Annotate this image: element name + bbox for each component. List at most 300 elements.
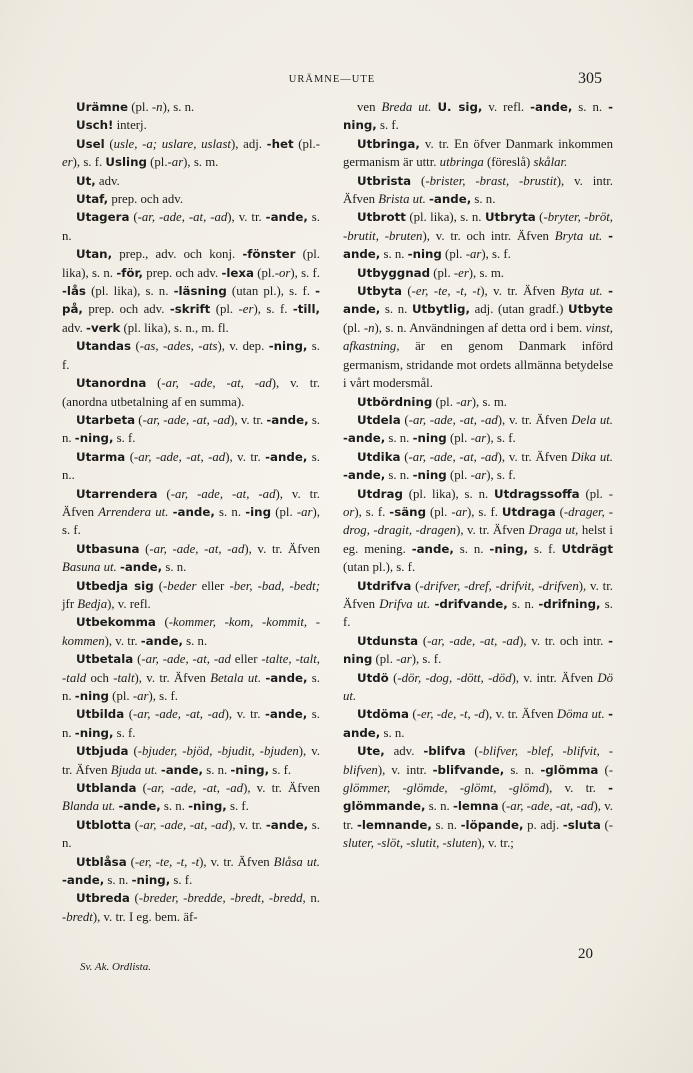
headword: Utbringa, [357, 136, 420, 151]
entry-text: ( [146, 376, 162, 391]
dictionary-entry [62, 172, 320, 190]
headword: -ning, [74, 725, 114, 740]
entry-text: s. n. [203, 762, 231, 777]
headword: Usch! [76, 118, 114, 133]
dictionary-entry [343, 172, 613, 209]
inflection-text: -n [363, 320, 375, 335]
entry-text: ), s. f. [62, 504, 320, 538]
entry-text: ( [465, 744, 479, 759]
dictionary-entry [62, 705, 320, 742]
entry-text: interj. [113, 118, 147, 133]
inflection-text: Döma ut. [556, 707, 605, 722]
entry-text: ), s. f. [486, 468, 516, 483]
inflection-text: -er [238, 302, 254, 317]
entry-text: ( [418, 633, 428, 648]
entry-text: (pl. [271, 504, 297, 519]
inflection-text: Drifva ut. [379, 596, 431, 611]
entry-text: ), v. tr. Äfven [497, 412, 572, 427]
headword: Utbilda [76, 707, 125, 722]
headword: -ande, [172, 504, 215, 519]
dictionary-entry [62, 411, 320, 448]
entry-text: s. n. [160, 799, 189, 814]
headword: -lemna [452, 799, 499, 814]
entry-text: ), v. tr. Äfven [456, 523, 529, 538]
entry-text: (pl. lika), s. n. [405, 210, 485, 225]
headword: Utblanda [76, 781, 137, 796]
entry-text: (pl. [441, 247, 466, 262]
inflection-text: -ar [396, 652, 412, 667]
entry-text: ), v. tr. [225, 449, 266, 464]
headword: -fönster [242, 247, 296, 262]
entry-text: ), s. m. [468, 265, 504, 280]
inflection-text: Breda ut. [381, 100, 432, 114]
headword: -ande, [118, 799, 161, 814]
entry-text: adj. (utan gradf.) [469, 302, 569, 317]
headword: Utdunsta [357, 633, 419, 648]
dictionary-entry [62, 208, 320, 245]
entry-text: ), s. f. [481, 247, 511, 262]
entry-text: ( [598, 762, 609, 777]
inflection-text: -as, -ades, -ats [139, 339, 218, 354]
entry-text: ), s. f. [411, 652, 442, 667]
right-column [343, 98, 613, 853]
dictionary-entry [62, 116, 320, 134]
headword: Utblåsa [76, 854, 127, 869]
inflection-text: -ar, -ade, -at, -ad [133, 707, 225, 722]
inflection-text: -er, -te, -t, -t [411, 284, 481, 299]
entry-text: ( [411, 578, 420, 593]
inflection-text: -bjuder, -bjöd, -bjudit, -bjuden [137, 744, 299, 759]
entry-text: n. [305, 891, 320, 906]
entry-text: ( [409, 707, 417, 722]
running-head: URÄMNE—UTE [288, 74, 376, 85]
inflection-text: -ar [470, 431, 487, 446]
entry-text: ), v. tr. Äfven [199, 854, 274, 869]
entry-text: ), v. tr. och intr. [519, 633, 609, 648]
dictionary-entry [343, 705, 613, 742]
headword: Utbjuda [76, 744, 129, 759]
headword: -ande, [265, 670, 308, 685]
entry-text: ( [131, 339, 140, 354]
entry-text: ( [498, 799, 507, 814]
inflection-text: -talt [113, 670, 135, 685]
headword: -till, [292, 302, 320, 317]
dictionary-entry [343, 742, 613, 852]
entry-text: ( [133, 652, 142, 667]
headword: Utarma [76, 449, 126, 464]
headword: -ande, [266, 412, 309, 427]
inflection-text: Arrendera ut. [98, 504, 169, 519]
inflection-text: Dika ut. [571, 449, 613, 464]
inflection-text: Brista ut. [378, 192, 426, 207]
headword: Utbedja sig [76, 578, 154, 593]
inflection-text: -er [453, 265, 469, 280]
headword: Usel [76, 136, 105, 151]
entry-text: ), s. n. Användningen af detta ord i bem. [374, 320, 586, 335]
entry-text: ), v. tr. Äfven [497, 449, 572, 464]
inflection-text: -ber, -bad, -bedt; [229, 578, 320, 593]
entry-text: helst i eg. mening. [343, 523, 613, 556]
entry-text: ), adj. [231, 136, 267, 151]
inflection-text: -drifver, -dref, -drifvit, -drifven [419, 578, 579, 593]
headword: -ning [343, 633, 613, 667]
entry-text: ), s. f. [148, 689, 178, 703]
headword: -ning, [74, 431, 114, 446]
inflection-text: -breder, -bredde, -bredt, -bredd, [138, 891, 306, 906]
headword: -ande, [343, 468, 386, 483]
headword: Utbetala [76, 652, 134, 667]
entry-text: s. f. [62, 339, 320, 372]
entry-text: s. n. [431, 817, 461, 832]
entry-text: ), s. f. [72, 155, 106, 170]
entry-text: ven [357, 100, 382, 114]
left-column [62, 98, 320, 926]
entry-text: (utan pl.), s. f. [226, 284, 316, 299]
entry-text: ( [128, 744, 138, 759]
entry-text: adv. [62, 320, 87, 335]
headword: -lås [62, 284, 86, 299]
dictionary-entry [62, 245, 320, 337]
dictionary-entry [343, 208, 613, 263]
entry-text: adv. [95, 173, 120, 188]
page-header [62, 72, 602, 92]
entry-text: ), v. tr. (anordna utbetalning af en summa). [62, 376, 320, 409]
headword: -ning, [188, 799, 227, 814]
headword: Utbördning [357, 394, 433, 409]
headword: Utagera [76, 210, 130, 225]
headword: Utbryta [484, 210, 536, 225]
headword: -lexa [221, 265, 254, 280]
entry-text: (pl. [210, 302, 239, 317]
entry-text: ), v. intr. Äfven [343, 173, 614, 207]
entry-text: ), v. tr. [228, 817, 266, 832]
entry-text: ), v. tr. och intr. Äfven [422, 228, 555, 243]
dictionary-entry [62, 485, 320, 540]
headword: Utdrag [357, 486, 403, 501]
headword: -säng [389, 504, 427, 519]
entry-text: (pl. [426, 504, 452, 519]
dictionary-entry [343, 577, 613, 632]
headword: Urämne [76, 100, 129, 114]
entry-text: ), v. tr. [104, 633, 141, 648]
entry-text: ), s. f. [290, 265, 321, 280]
entry-text: s. n. [385, 431, 413, 446]
entry-text: (utan pl.), s. f. [343, 560, 416, 575]
entry-text: (pl. [128, 100, 152, 114]
inflection-text: -glömmer, -glömde, -glömt, -glömd [343, 762, 613, 796]
entry-text: ), v. refl. [107, 596, 151, 611]
inflection-text: -ar [465, 247, 482, 262]
entry-text: ), v. tr. Äfven [243, 781, 320, 796]
dictionary-entry [343, 669, 613, 706]
inflection-text: -beder [163, 578, 197, 593]
entry-text: ), v. tr. Äfven [480, 284, 561, 299]
entry-text: ( [411, 173, 426, 188]
entry-text: är en genom Danmark införd germanism, stridande mot ordets allmänna betydelse i vårt modersmål. [343, 339, 613, 391]
entry-text: s. n. [453, 541, 490, 556]
headword: Utbyte [568, 302, 614, 317]
headword: Utdrägt [561, 541, 614, 556]
headword: -ning [74, 689, 109, 703]
entry-text: ), v. intr. Äfven [511, 670, 598, 685]
inflection-text: -ar, -ade, -at, -ad [408, 412, 498, 427]
inflection-text: vinst, afkastning, [343, 320, 613, 354]
headword: Ute, [357, 744, 385, 759]
entry-text: s. n. [62, 707, 320, 740]
headword: -ande, [265, 707, 308, 722]
headword: -ning, [230, 762, 270, 777]
headword: -drifvande, [434, 596, 508, 611]
headword: -på, [62, 284, 321, 317]
entry-text: s. f. [170, 873, 193, 888]
inflection-text: -ar, -ade, -at, -ad [142, 412, 231, 427]
entry-text: ( [135, 412, 143, 427]
entry-text: ), s. m. [183, 155, 219, 170]
inflection-text: -ar, -ade, -at, -ad [408, 449, 498, 464]
headword: Utdrifva [357, 578, 412, 593]
inflection-text: -n [151, 100, 163, 114]
dictionary-entry [62, 577, 320, 614]
headword: -ande, [265, 449, 308, 464]
entry-text: (pl. [446, 468, 471, 483]
entry-text: ), v. tr. Äfven [484, 707, 557, 722]
headword: -het [266, 136, 294, 151]
headword: Utbytlig, [411, 302, 470, 317]
entry-text: ), s. f. [466, 504, 502, 519]
entry-text: ( [400, 449, 409, 464]
entry-text: ), v. tr. [227, 210, 266, 225]
dictionary-entry [62, 337, 320, 374]
headword: Utarbeta [76, 412, 136, 427]
headword: -ing [245, 504, 272, 519]
inflection-text: -ar [470, 468, 487, 483]
inflection-text: Blanda ut. [62, 799, 116, 814]
inflection-text: -ar, -ade, -at, -ad [427, 633, 520, 648]
dictionary-entry [343, 393, 613, 411]
entry-text: ), v. tr. Äfven [62, 744, 320, 777]
entry-text: och [86, 670, 114, 685]
headword: -löpande, [460, 817, 524, 832]
inflection-text: Betala ut. [210, 670, 262, 685]
entry-text: s. n. [380, 302, 412, 317]
entry-text: (pl. [108, 689, 133, 703]
dictionary-entry [62, 135, 320, 172]
headword: Utdraga [501, 504, 556, 519]
entry-text: ( [153, 578, 164, 593]
inflection-text: Basuna ut. [62, 560, 117, 575]
entry-text: ), s. f. [253, 302, 293, 317]
entry-text: ), v. tr.; [477, 836, 514, 851]
dictionary-entry [62, 448, 320, 485]
entry-text: ( [400, 412, 409, 427]
entry-text: ( [535, 210, 544, 225]
headword: Utbrista [357, 173, 412, 188]
headword: Utdika [357, 449, 401, 464]
headword: Utdö [357, 670, 389, 685]
entry-text: ), v. tr. Äfven [343, 578, 613, 611]
entry-text: ), v. tr. [343, 799, 614, 832]
inflection-text: -blifver, -blef, -blifvit, -blifven [343, 744, 613, 777]
headword: -ande, [343, 707, 613, 740]
headword: Utbyta [357, 284, 402, 299]
inflection-text: -drager, -drog, -dragit, -dragen [343, 504, 613, 538]
dictionary-entry [62, 742, 320, 779]
headword: -ning [407, 247, 442, 262]
entry-text: ), v. tr. Äfven [244, 541, 321, 556]
inflection-text: usle, -a; uslare, uslast [113, 136, 231, 151]
entry-text: (pl. [372, 652, 397, 667]
headword: Utbrott [357, 210, 406, 225]
entry-text: v. refl. [482, 100, 531, 114]
headword: Ut, [76, 173, 96, 188]
entry-text: ), v. tr. [544, 781, 609, 796]
inflection-text: -sluter, -slöt, -slutit, -sluten [343, 817, 613, 851]
headword: -ande, [160, 762, 204, 777]
inflection-text: -ar, -ade, -at, -ad [170, 486, 276, 501]
entry-text: eller [196, 578, 230, 593]
headword: Utandas [76, 339, 132, 354]
entry-text: s. f. [113, 431, 136, 446]
headword: -lemnande, [356, 817, 432, 832]
entry-text: s. n. [214, 504, 246, 519]
entry-text: s. n. [471, 192, 496, 207]
dictionary-entry [343, 135, 613, 172]
entry-text: ( [126, 854, 135, 869]
headword: -ning [412, 468, 447, 483]
headword: Utblotta [76, 817, 132, 832]
entry-text: ), s. f. [354, 504, 390, 519]
dictionary-entry [62, 374, 320, 411]
entry-text: ), v. tr. Äfven [62, 486, 320, 519]
entry-text: (pl. [579, 486, 609, 501]
entry-text: ), s. n. [162, 100, 195, 114]
entry-text: ( [155, 615, 169, 630]
entry-text: ( [555, 504, 564, 519]
entry-text: eller [230, 652, 262, 667]
inflection-text: -ar, -ade, -at, -ad [146, 781, 244, 796]
headword: -sluta [562, 817, 601, 832]
entry-text: prep., adv. och konj. [112, 247, 243, 262]
inflection-text: -talte, -talt, -tald [62, 652, 320, 685]
inflection-text: -er, -te, -t, -t [134, 854, 200, 869]
dictionary-entry [343, 282, 613, 392]
entry-text: s. n. [162, 560, 187, 575]
dictionary-entry [343, 448, 613, 485]
inflection-text: -kommer, -kom, -kommit, -kommen [62, 615, 320, 648]
entry-text: ( [125, 449, 134, 464]
inflection-text: Dö ut. [343, 670, 613, 703]
inflection-text: -ar, -ade, -at, -ad [141, 652, 231, 667]
headword: -ande, [530, 100, 573, 114]
headword: -ande, [140, 633, 183, 648]
headword: -ande, [411, 541, 454, 556]
dictionary-entry [343, 485, 613, 577]
entry-text: (pl. lika), s. n. [402, 486, 495, 501]
dictionary-entry [62, 650, 320, 705]
entry-text: s. n. [62, 412, 320, 446]
dictionary-entry [62, 853, 320, 890]
entry-text: p. adj. [523, 817, 563, 832]
inflection-text: Blåsa ut. [273, 854, 320, 869]
entry-text: s. f. [343, 596, 613, 630]
headword: -ning, [268, 339, 308, 354]
entry-text: s. f. [376, 118, 399, 133]
headword: -läsning [173, 284, 227, 299]
entry-text: s. f. [269, 762, 292, 777]
headword: -blifva [423, 744, 466, 759]
entry-text: s. n. [104, 873, 132, 888]
entry-text: v. tr. En öfver Danmark inkommen germanism är uttr. [343, 136, 613, 170]
inflection-text: -ar, -ade, -at, -ad [137, 210, 228, 225]
headword: -för, [116, 265, 144, 280]
inflection-text: Bedja [77, 596, 108, 611]
inflection-text: Dela ut. [571, 412, 614, 427]
entry-text: ), v. intr. [377, 762, 433, 777]
entry-text: (pl. [446, 431, 471, 446]
entry-text: ( [136, 781, 147, 796]
entry-text: s. n. [380, 247, 408, 262]
inflection-text: -er, -de, -t, -d [416, 707, 485, 722]
headword: Utbekomma [76, 615, 156, 630]
headword: Utanordna [76, 376, 147, 391]
dictionary-entry [62, 779, 320, 816]
entry-text: (pl. [146, 155, 168, 170]
headword: -ning, [131, 873, 171, 888]
entry-text: adv. [384, 744, 424, 759]
headword: -ning, [343, 100, 613, 133]
entry-text: ), v. dep. [217, 339, 269, 354]
headword: -blifvande, [432, 762, 505, 777]
entry-text: s. n. [507, 596, 539, 611]
inflection-text: -bryter, -bröt, -brutit, -bruten [343, 210, 614, 243]
inflection-text: -ar, -ade, -at, -ad [506, 799, 594, 814]
entry-text: ( [129, 210, 138, 225]
dictionary-entry [343, 264, 613, 282]
inflection-text: Byta ut. [560, 284, 603, 299]
headword: -ande, [62, 873, 105, 888]
entry-text: s. n. [62, 210, 320, 243]
entry-text: ( [388, 670, 398, 685]
headword: Utaf, [76, 192, 109, 207]
dictionary-entry [62, 98, 320, 116]
inflection-text: -ar [167, 155, 184, 170]
entry-text: (pl. lika), s. n. [62, 247, 321, 280]
headword: -glömma [540, 762, 599, 777]
signature-mark: 20 [578, 946, 593, 962]
headword: -ande, [343, 284, 613, 317]
headword: -ande, [429, 192, 472, 207]
headword: -verk [86, 320, 121, 335]
headword: -ning, [489, 541, 529, 556]
source-note: Sv. Ak. Ordlista. [80, 961, 151, 973]
entry-text: (pl. [253, 265, 275, 280]
entry-text: ), v. tr. [230, 412, 267, 427]
headword: Utbyggnad [357, 265, 431, 280]
headword: -ande, [343, 228, 613, 262]
entry-text: ( [124, 707, 134, 722]
inflection-text: -ar [132, 689, 149, 703]
inflection-text: -ar [456, 394, 472, 409]
entry-text: ( [600, 817, 609, 832]
entry-text: (pl. [430, 265, 454, 280]
inflection-text: -ar, -ade, -at, -ad [133, 449, 226, 464]
inflection-text: -ar, -ade, -at, -ad [161, 376, 272, 391]
entry-text: (pl. [343, 320, 364, 335]
entry-text: s. n. [425, 799, 453, 814]
headword: Utdragssoffa [494, 486, 580, 501]
entry-text: ( [401, 284, 412, 299]
entry-text: (föreslå) [483, 155, 534, 170]
